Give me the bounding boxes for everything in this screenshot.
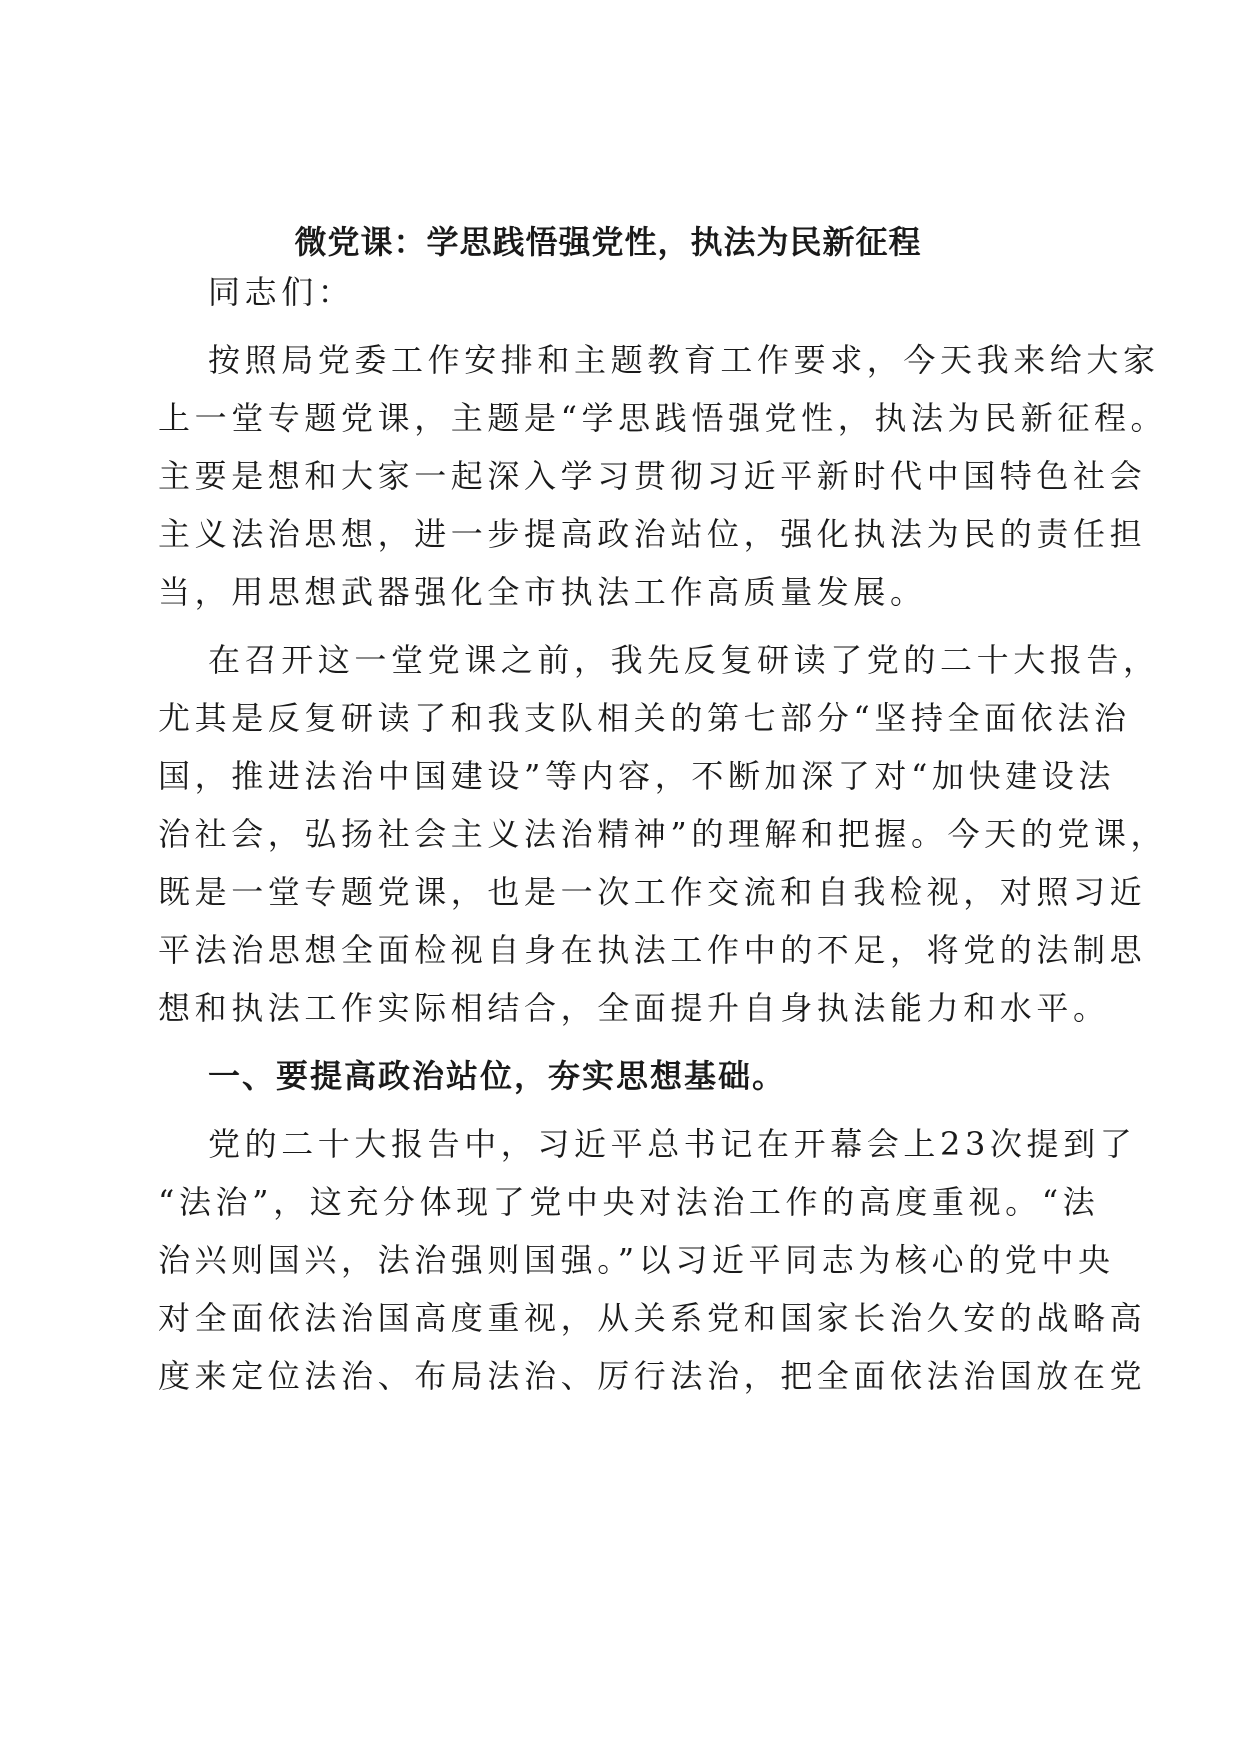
paragraph-line: 主义法治思想，进一步提高政治站位，强化执法为民的责任担 xyxy=(158,515,1147,553)
paragraph-line: 在召开这一堂党课之前，我先反复研读了党的二十大报告， xyxy=(208,641,1160,679)
paragraph-line: 治兴则国兴，法治强则国强。”以习近平同志为核心的党中央 xyxy=(158,1241,1115,1279)
paragraph-line: 既是一堂专题党课，也是一次工作交流和自我检视，对照习近 xyxy=(158,873,1147,911)
paragraph-line: 上一堂专题党课，主题是“学思践悟强党性，执法为民新征程。 xyxy=(158,399,1168,437)
paragraph-line: “法治”，这充分体现了党中央对法治工作的高度重视。“法 xyxy=(158,1183,1100,1221)
paragraph-line: 对全面依法治国高度重视，从关系党和国家长治久安的战略高 xyxy=(158,1299,1147,1337)
paragraph-line: 度来定位法治、布局法治、厉行法治，把全面依法治国放在党 xyxy=(158,1357,1147,1395)
paragraph-line: 当，用思想武器强化全市执法工作高质量发展。 xyxy=(158,573,927,611)
paragraph-line: 平法治思想全面检视自身在执法工作中的不足，将党的法制思 xyxy=(158,931,1147,969)
section-heading: 一、要提高政治站位，夯实思想基础。 xyxy=(208,1057,787,1095)
document-title: 微党课：学思践悟强党性，执法为民新征程 xyxy=(294,223,922,261)
salutation: 同志们： xyxy=(208,273,355,311)
paragraph-line: 想和执法工作实际相结合，全面提升自身执法能力和水平。 xyxy=(158,989,1110,1027)
paragraph-line: 尤其是反复研读了和我支队相关的第七部分“坚持全面依法治 xyxy=(158,699,1131,737)
paragraph-line: 国，推进法治中国建设”等内容，不断加深了对“加快建设法 xyxy=(158,757,1115,795)
paragraph-line: 党的二十大报告中，习近平总书记在开幕会上23次提到了 xyxy=(208,1125,1137,1163)
paragraph-line: 主要是想和大家一起深入学习贯彻习近平新时代中国特色社会 xyxy=(158,457,1147,495)
paragraph-line: 治社会，弘扬社会主义法治精神”的理解和把握。今天的党课， xyxy=(158,815,1168,853)
paragraph-line: 按照局党委工作安排和主题教育工作要求，今天我来给大家 xyxy=(208,341,1160,379)
